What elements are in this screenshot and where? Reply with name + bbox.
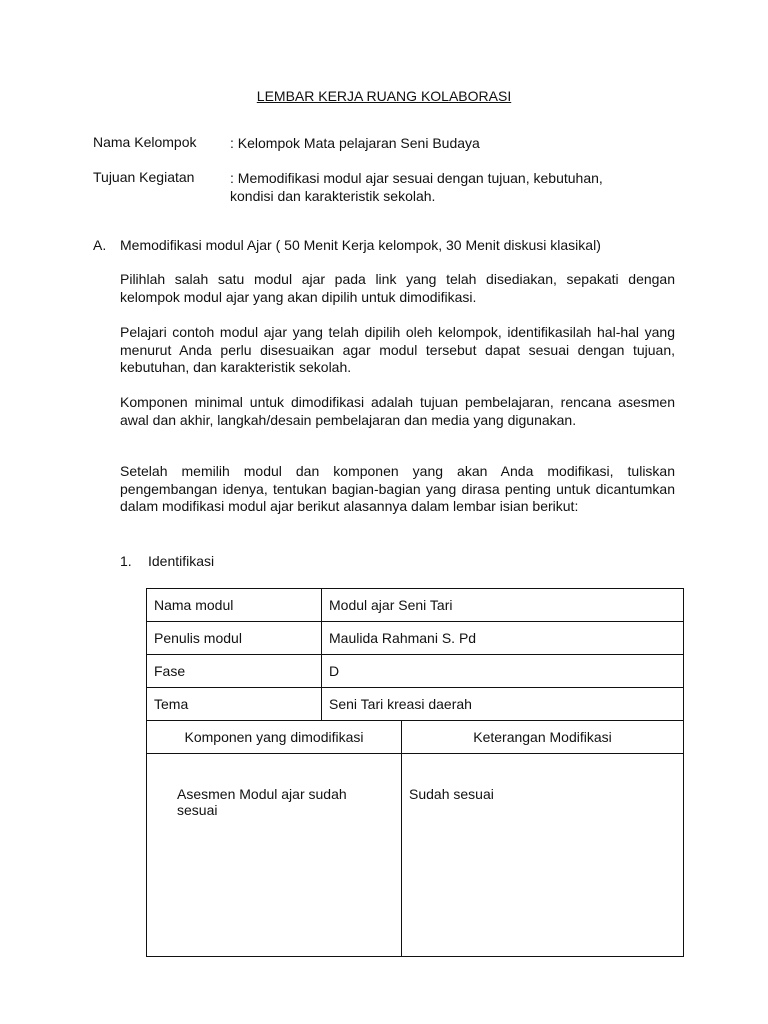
subsection-title: Identifikasi — [148, 553, 215, 569]
row-label: Tema — [147, 688, 322, 721]
row-label: Fase — [147, 655, 322, 688]
subsection-number: 1. — [120, 553, 132, 569]
table-row — [147, 655, 684, 688]
tujuan-kegiatan-label: Tujuan Kegiatan — [93, 169, 195, 185]
tujuan-kegiatan-value: : Memodifikasi modul ajar sesuai dengan tujuan, kebutuhan, kondisi dan karakteristik sekolah. — [230, 170, 603, 204]
column-header-keterangan: Keterangan Modifikasi — [402, 721, 684, 754]
identification-table — [146, 588, 684, 721]
paragraph-4: Setelah memilih modul dan komponen yang akan Anda modifikasi, tuliskan pengembangan idenya, tentukan bagian-bagian yang dirasa penting untuk dicantumkan dalam modifikasi modul ajar berikut alasannya dalam lembar isian berikut: — [120, 463, 675, 514]
section-a-title: Memodifikasi modul Ajar ( 50 Menit Kerja kelompok, 30 Menit diskusi klasikal) — [120, 237, 601, 253]
row-value: D — [322, 655, 684, 688]
row-value: Seni Tari kreasi daerah — [322, 688, 684, 721]
row-label: Nama modul — [147, 589, 322, 622]
table-row — [147, 688, 684, 721]
row-label: Penulis modul — [147, 622, 322, 655]
nama-kelompok-value: : Kelompok Mata pelajaran Seni Budaya — [230, 135, 480, 151]
row-value: Maulida Rahmani S. Pd — [322, 622, 684, 655]
table-row — [147, 589, 684, 622]
section-a-number: A. — [93, 237, 107, 253]
table-row — [147, 622, 684, 655]
paragraph-3: Komponen minimal untuk dimodifikasi adalah tujuan pembelajaran, rencana asesmen awal dan akhir, langkah/desain pembelajaran dan media yang digunakan. — [120, 394, 675, 428]
nama-kelompok-label: Nama Kelompok — [93, 134, 197, 150]
page-title: LEMBAR KERJA RUANG KOLABORASI — [256, 88, 512, 104]
table-row — [147, 754, 684, 957]
keterangan-cell: Sudah sesuai — [402, 754, 684, 957]
table-header-row — [147, 721, 684, 754]
column-header-komponen: Komponen yang dimodifikasi — [147, 721, 402, 754]
komponen-cell: Asesmen Modul ajar sudah sesuai — [147, 754, 402, 957]
row-value: Modul ajar Seni Tari — [322, 589, 684, 622]
paragraph-2: Pelajari contoh modul ajar yang telah dipilih oleh kelompok, identifikasilah hal-hal yang menurut Anda perlu disesuaikan agar modul tersebut dapat sesuai dengan tujuan, kebutuhan, dan karakteristik sekolah. — [120, 324, 675, 375]
subsection-identifikasi — [120, 553, 214, 569]
paragraph-1: Pilihlah salah satu modul ajar pada link yang telah disediakan, sepakati dengan kelompok modul ajar yang akan dipilih untuk dimodifikasi. — [120, 271, 675, 305]
modification-table — [146, 720, 684, 957]
section-a-heading — [93, 237, 601, 253]
